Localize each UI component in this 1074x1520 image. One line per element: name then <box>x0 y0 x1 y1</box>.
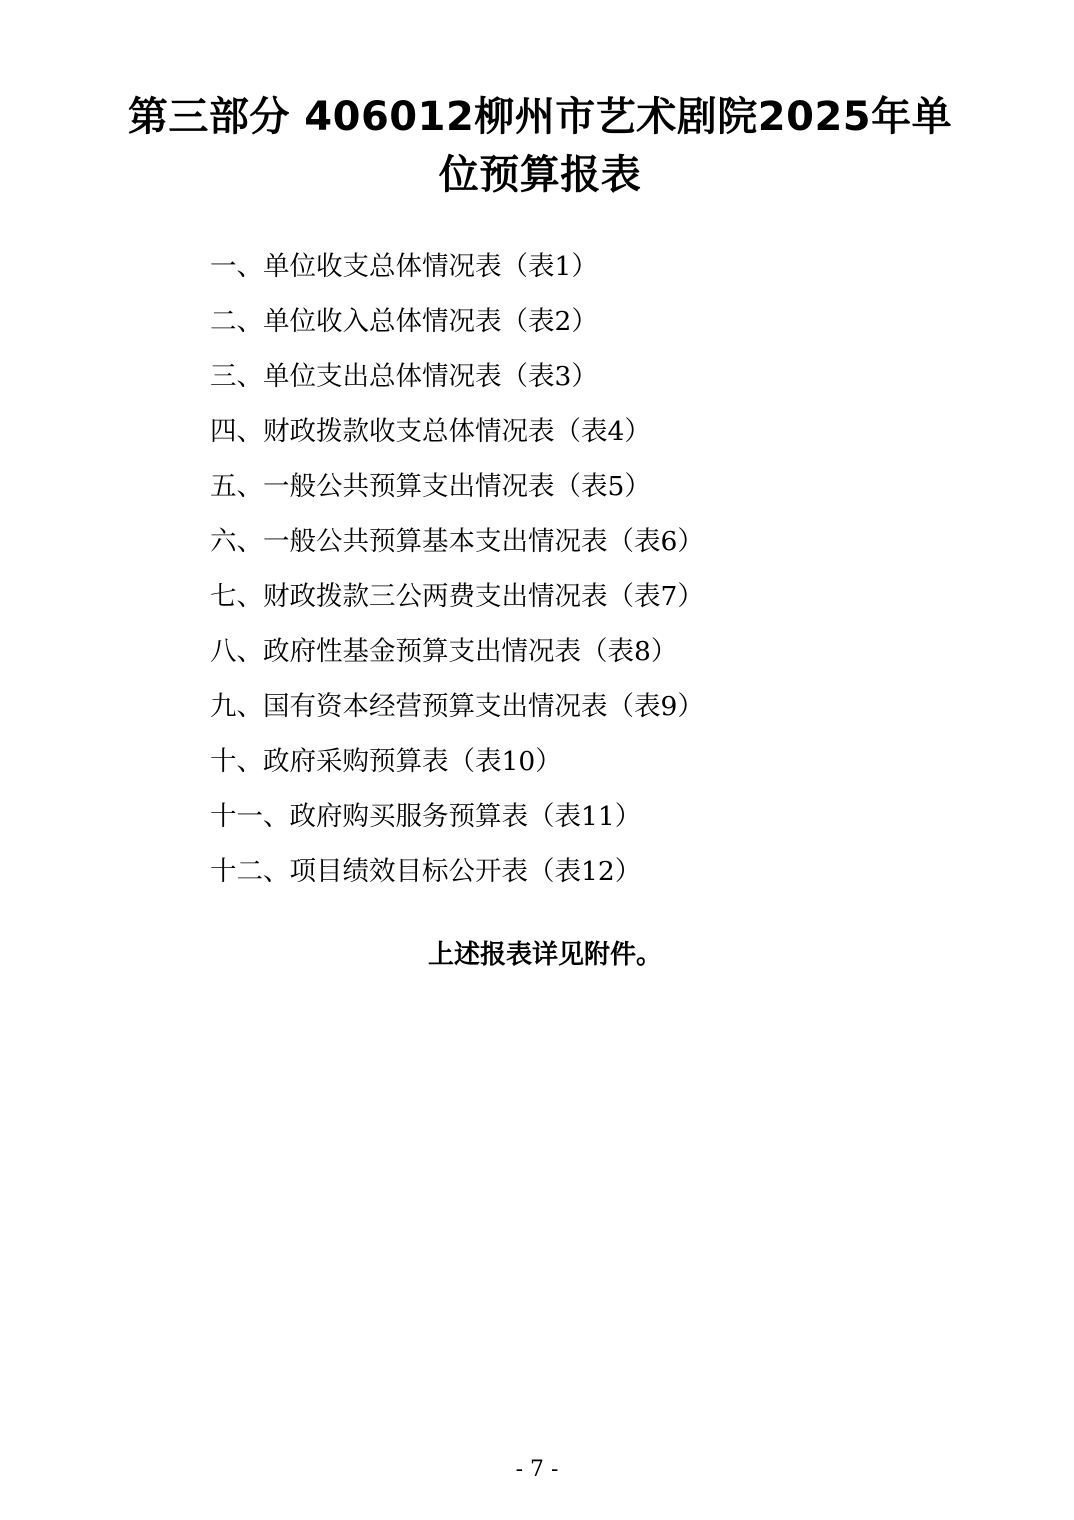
toc-item-6: 六、一般公共预算基本支出情况表（表6） <box>210 526 704 557</box>
table-of-contents <box>110 251 970 887</box>
toc-item-5: 五、一般公共预算支出情况表（表5） <box>210 471 651 502</box>
page-title: 第三部分 406012柳州市艺术剧院2025年单位预算报表 <box>127 94 953 198</box>
toc-item-1: 一、单位收支总体情况表（表1） <box>210 251 598 282</box>
toc-item-9: 九、国有资本经营预算支出情况表（表9） <box>210 691 704 722</box>
toc-item-10: 十、政府采购预算表（表10） <box>210 746 562 777</box>
toc-item-2: 二、单位收入总体情况表（表2） <box>210 306 598 337</box>
attachment-note: 上述报表详见附件。 <box>427 939 662 970</box>
toc-item-11: 十一、政府购买服务预算表（表11） <box>210 801 642 832</box>
toc-item-7: 七、财政拨款三公两费支出情况表（表7） <box>210 581 704 612</box>
toc-item-8: 八、政府性基金预算支出情况表（表8） <box>210 636 678 667</box>
page-content <box>110 0 970 971</box>
toc-item-4: 四、财政拨款收支总体情况表（表4） <box>210 416 651 447</box>
toc-item-3: 三、单位支出总体情况表（表3） <box>210 361 598 392</box>
toc-item-12: 十二、项目绩效目标公开表（表12） <box>210 856 642 887</box>
page-number: - 7 - <box>515 1457 559 1482</box>
